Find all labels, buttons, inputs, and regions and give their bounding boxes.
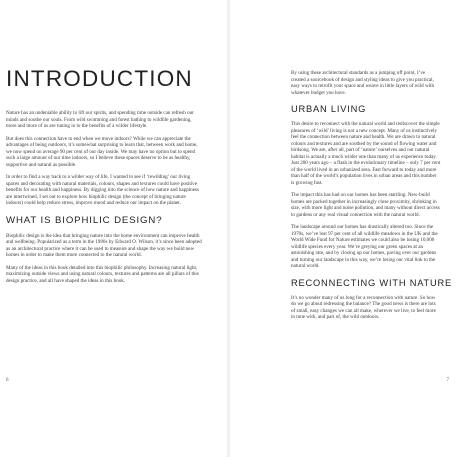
page-number-right: 7 xyxy=(446,378,449,383)
section-heading-urban-living: URBAN LIVING xyxy=(291,104,367,114)
right-page xyxy=(229,0,457,457)
left-page xyxy=(0,0,228,457)
body-paragraph: Many of the ideas in this book detailed into this biophilic philosophy. Increasing natural light, maximizing outside views and using natural colours, textures and patterns are all pillars of this design practice, and all have shaped the ideas in this book. xyxy=(6,264,199,284)
intro-paragraph: But does this connection have to end when we move indoors? While we can appreciate the advantages of being outdoors, it’s somewhat surprising to learn that, between work and home, we now spend on average 90 per cent of our day inside. We may have no option but to spend such a large amount of our time indoors, so I believe these spaces deserve to be as healthy, supportive and natural as possible. xyxy=(6,135,198,168)
section-heading-reconnecting: RECONNECTING WITH NATURE xyxy=(291,277,453,288)
page-number-left: 6 xyxy=(6,378,9,383)
body-paragraph: The impact this has had on our homes has been startling. New-build homes are packed together in increasingly close proximity, shrinking in size, with more light and noise pollution, and many without direct access to gardens or any real visual connection with the natural world. xyxy=(291,192,440,218)
lead-paragraph: By using these architectural standards as a jumping off point, I’ve created a sourcebook of design and styling ideas to give you practical, easy ways to retrofit your space and weave in little layers of wild with whatever budget you have. xyxy=(291,70,435,96)
intro-paragraph: Nature has an undeniable ability to lift our spirits, and spending time outside can refresh our minds and soothe our souls. From wild swimming and forest bathing to wildlife gardening, more and more of us are tuning in to the benefits of a wilder lifestyle. xyxy=(6,110,194,129)
left-text-column xyxy=(6,110,202,290)
intro-paragraph: In order to find a way back to a wilder way of life, I wanted to see if ‘rewilding’ our living spaces and decorating with natural materials, colours, shapes and textures could have positive benefits for our health and happiness. By digging into the science of how nature and happiness are intertwined, I set out to explore how biophilic design (the concept of bringing nature indoors) could help reduce stress, improve mood and reduce our impact on the planet. xyxy=(6,174,199,206)
right-text-column xyxy=(291,70,453,327)
body-paragraph: Biophilic design is the idea that bringing nature into the home environment can improve health and wellbeing. Popularized as a term in the 1980s by Edward O. Wilson, it’s since been adopted as an architectural practice where it can be used to measure and shape the way we build new homes in order to make them more connected to the natural world. xyxy=(6,232,202,258)
chapter-title: INTRODUCTION xyxy=(6,66,193,91)
body-paragraph: It’s no wonder many of us long for a reconnection with nature. So how do we go about redressing the balance? The good news is there are lots of small, easy changes we can all make, wherever we live, to feel more in tune with, and part of, the wild outdoors. xyxy=(291,294,436,320)
body-paragraph: The landscape around our homes has drastically altered too. Since the 1970s, we’ve lost 97 per cent of all wildlife meadows in the UK and the World Wide Fund for Nature estimates we could also be losing 10,000 wildlife species every year. We’re greying our green spaces at an astonishing rate, and by closing up our homes, paving over our gardens and turning our landscape in this way, we’re losing our vital link to the natural world. xyxy=(291,224,438,269)
section-heading-biophilic-design: WHAT IS BIOPHILIC DESIGN? xyxy=(6,214,163,226)
body-paragraph: This desire to reconnect with the natural world and rediscover the simple pleasures of ‘wild’ living is not a new concept. Many of us instinctively feel the connection between nature and health. We are drawn to natural colours and textures and are soothed by the sound of flowing water and birdsong. We are, after all, part of ‘nature’ ourselves and our natural habitat is actually a much wilder one than many of us experience today. Just 200 years ago – a flash in the evolutionary timeline – only 7 per cent of the world lived in an urbanized area. Fast forward to today and more than half of the world’s population lives in urban areas and this number is growing fast. xyxy=(291,121,441,186)
